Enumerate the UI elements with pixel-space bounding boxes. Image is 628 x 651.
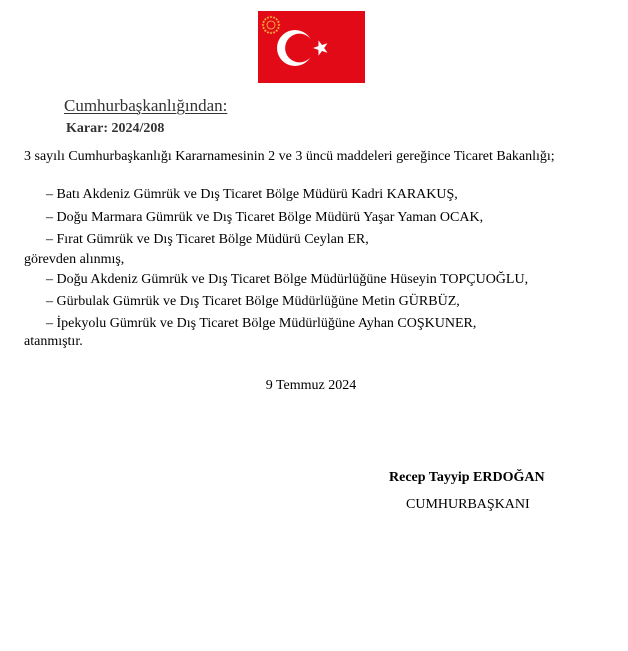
appointed-suffix: atanmıştır. (24, 334, 83, 349)
appointed-item: – Gürbulak Gümrük ve Dış Ticaret Bölge Müdürlüğüne Metin GÜRBÜZ, (46, 294, 460, 309)
intro-paragraph: 3 sayılı Cumhurbaşkanlığı Kararnamesinin 2 ve 3 üncü maddeleri gereğince Ticaret Bakanlığı; (24, 149, 555, 164)
dismissed-item: – Fırat Gümrük ve Dış Ticaret Bölge Müdürü Ceylan ER, (46, 232, 369, 247)
decision-number: Karar: 2024/208 (66, 121, 165, 136)
appointed-item: – İpekyolu Gümrük ve Dış Ticaret Bölge Müdürlüğüne Ayhan COŞKUNER, (46, 316, 477, 331)
decision-date: 9 Temmuz 2024 (265, 378, 357, 393)
dismissed-suffix: görevden alınmış, (24, 252, 125, 267)
crescent-inner (285, 34, 314, 63)
flag-graphic (258, 11, 365, 83)
page-heading: Cumhurbaşkanlığından: (64, 96, 228, 115)
appointed-item: – Doğu Akdeniz Gümrük ve Dış Ticaret Bölge Müdürlüğüne Hüseyin TOPÇUOĞLU, (46, 272, 529, 287)
dismissed-item: – Doğu Marmara Gümrük ve Dış Ticaret Bölge Müdürü Yaşar Yaman OCAK, (46, 210, 484, 225)
turkish-flag-icon (258, 11, 365, 83)
dismissed-item: – Batı Akdeniz Gümrük ve Dış Ticaret Bölge Müdürü Kadri KARAKUŞ, (46, 187, 458, 202)
signatory-name: Recep Tayyip ERDOĞAN (389, 470, 545, 485)
signatory-title: CUMHURBAŞKANI (406, 497, 530, 512)
